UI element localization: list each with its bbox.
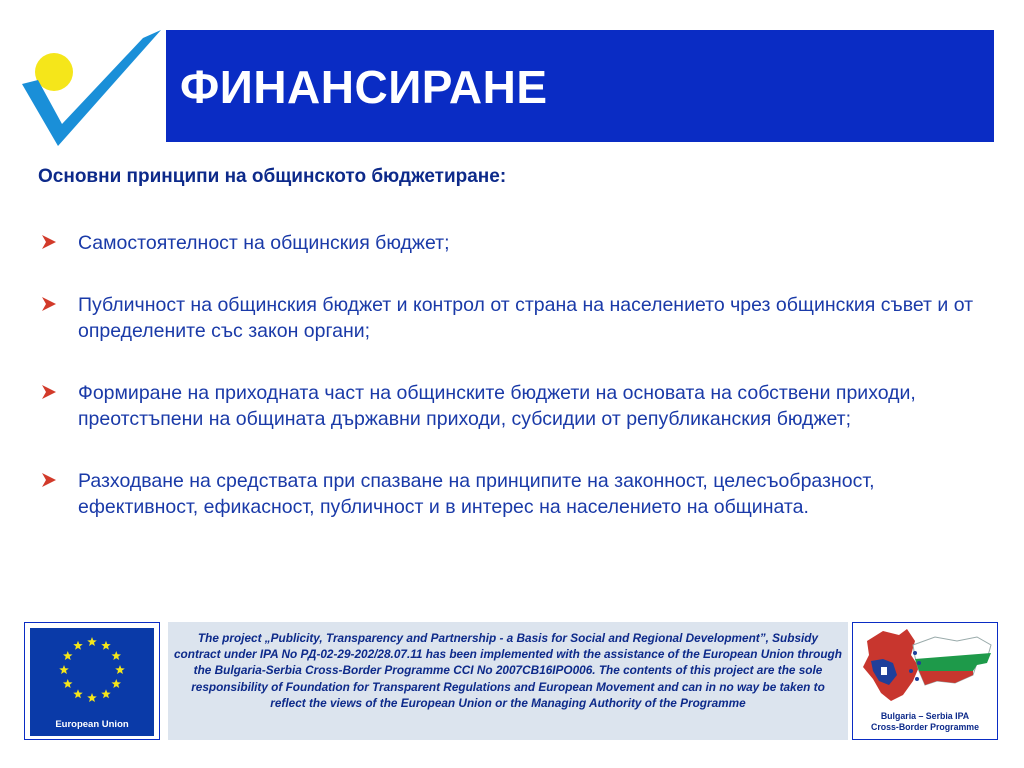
eu-label: European Union bbox=[55, 719, 129, 730]
bullet-item bbox=[38, 292, 998, 344]
eu-star-icon bbox=[87, 693, 97, 702]
page-title: ФИНАНСИРАНЕ bbox=[180, 61, 548, 113]
checkmark-logo-icon bbox=[18, 28, 166, 156]
programme-caption bbox=[853, 711, 997, 733]
eu-star-icon bbox=[111, 651, 121, 660]
programme-line-1: Bulgaria – Serbia IPA bbox=[880, 711, 970, 721]
disclaimer-text: The project „Publicity, Transparency and Partnership - a Basis for Social and Regional Development”, Subsidy contract under IPA No РД-02-29-202/28.07.11 has been implemented with the assistance of the European Union through the Bulgaria-Serbia Cross-Border Programme CCI No 2007CB16IPO006. The contents of this project are the sole responsibility of Foundation for Transparent Regulations and European Movement and can in no way be taken to reflect the views of the European Union or the Managing Authority of the Programme bbox=[168, 622, 848, 740]
bullet-text: Публичност на общинския бюджет и контрол от страна на населението чрез общинския съвет и от определените със закон органи; bbox=[78, 294, 974, 342]
eu-star-icon bbox=[63, 651, 73, 660]
section-subheading: Основни принципи на общинското бюджетиране: bbox=[38, 166, 507, 187]
bulgaria-serbia-map-icon bbox=[853, 623, 997, 711]
eu-star-icon bbox=[101, 641, 111, 650]
bullet-text: Формиране на приходната част на общинските бюджети на основата на собствени приходи, преотстъпени на общината държавни приходи, субсидии от републиканския бюджет; bbox=[78, 382, 916, 430]
bullet-text: Разходване на средствата при спазване на принципите на законност, целесъобразност, ефективност, ефикасност, публичност и в интерес на населението на общината. bbox=[78, 470, 875, 518]
arrow-bullet-icon bbox=[40, 294, 58, 312]
eu-star-icon bbox=[111, 679, 121, 688]
eu-star-icon bbox=[59, 665, 69, 674]
arrow-bullet-icon bbox=[40, 232, 58, 250]
eu-star-icon bbox=[101, 689, 111, 698]
eu-star-icon bbox=[63, 679, 73, 688]
bullet-item bbox=[38, 468, 998, 520]
eu-star-icon bbox=[115, 665, 125, 674]
eu-star-icon bbox=[73, 641, 83, 650]
eu-star-icon bbox=[87, 637, 97, 646]
bullet-item bbox=[38, 230, 998, 256]
arrow-bullet-icon bbox=[40, 470, 58, 488]
bullet-text: Самостоятелност на общинския бюджет; bbox=[78, 232, 450, 254]
programme-line-2: Cross-Border Programme bbox=[870, 722, 980, 732]
eu-logo bbox=[24, 622, 160, 740]
arrow-bullet-icon bbox=[40, 382, 58, 400]
title-bar bbox=[166, 30, 994, 142]
bullet-list bbox=[38, 230, 998, 520]
bullet-item bbox=[38, 380, 998, 432]
eu-flag-icon bbox=[30, 628, 154, 736]
eu-star-icon bbox=[73, 689, 83, 698]
programme-logo bbox=[852, 622, 998, 740]
